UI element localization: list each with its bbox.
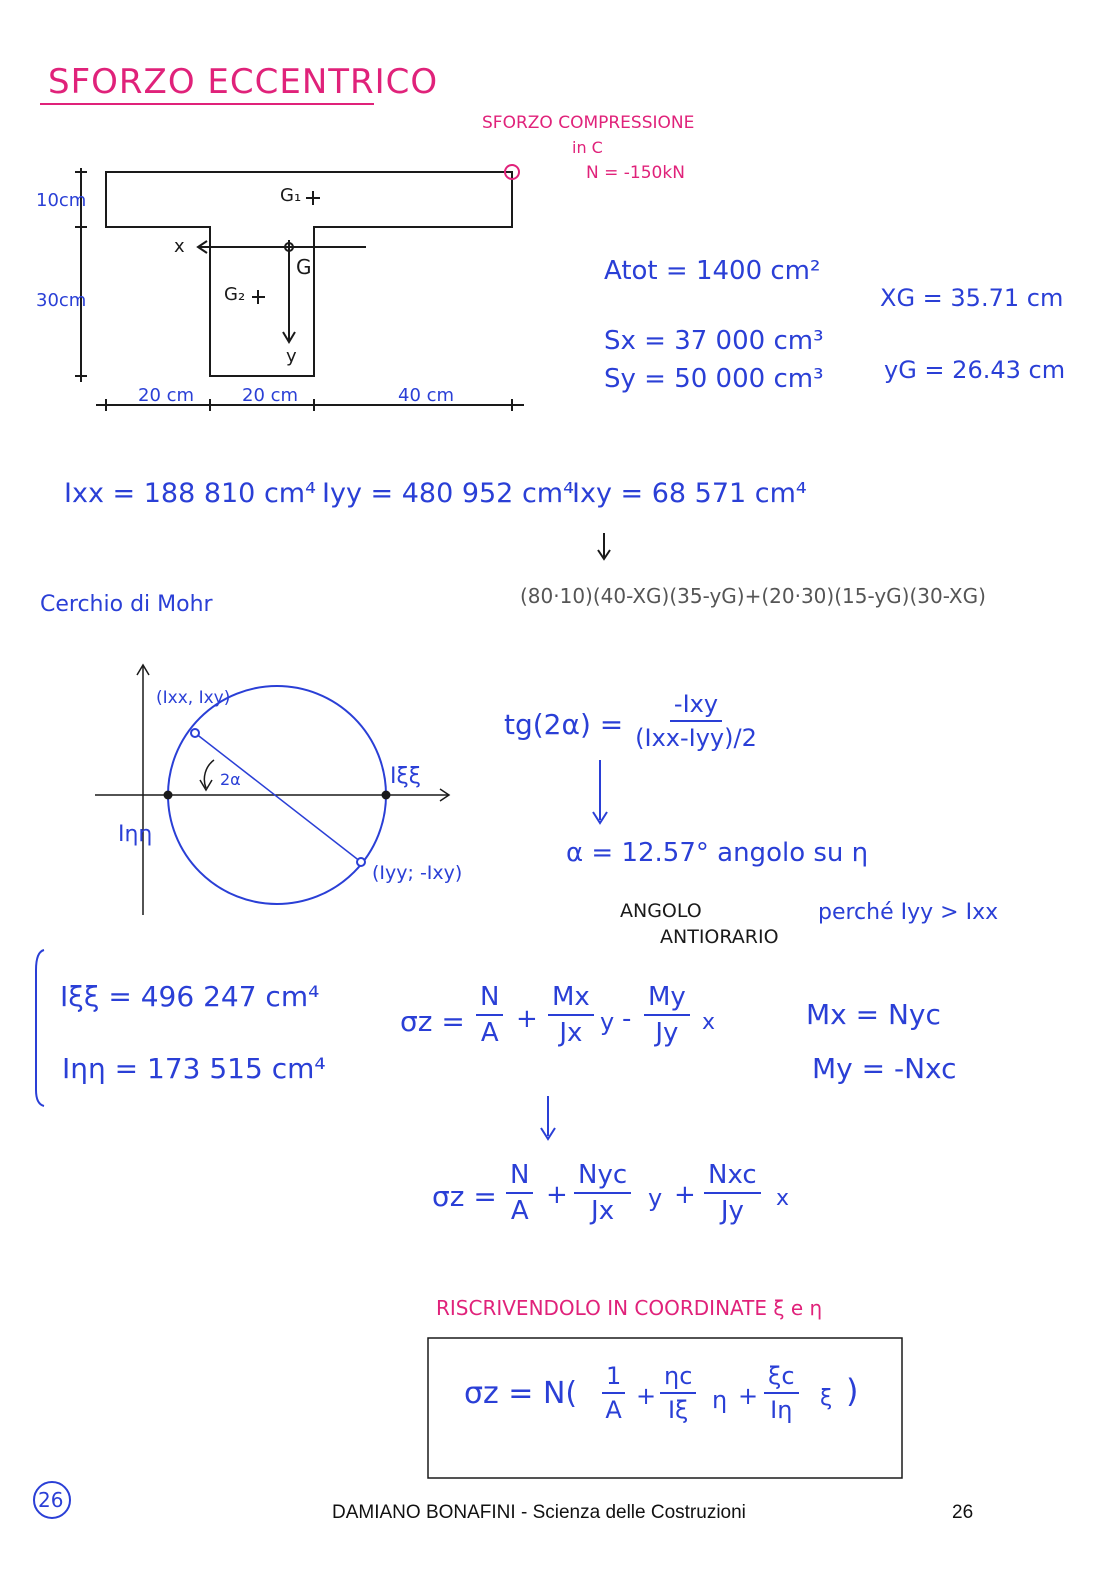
sigma1-lhs: σz = [400, 1005, 465, 1038]
load-note-line2: in C [572, 138, 603, 157]
sigma2-op2: + [674, 1180, 696, 1210]
rewrite-note: RISCRIVENDOLO IN COORDINATE ξ e η [436, 1296, 823, 1320]
dim-width-2: 20 cm [242, 385, 299, 406]
final-term2-den: Iξ [667, 1396, 689, 1424]
mohr-i-xi: Iξξ [390, 764, 422, 789]
inertia-ixx: Ixx = 188 810 cm⁴ [64, 478, 316, 509]
final-lhs: σz = N( [464, 1376, 578, 1411]
final-term1-den: A [605, 1396, 622, 1424]
sigma1-term1-num: N [476, 982, 503, 1016]
label-g2: G₂ [224, 284, 246, 305]
principal-i-xi: Iξξ = 496 247 cm⁴ [60, 980, 320, 1013]
footer-page-number: 26 [952, 1502, 974, 1523]
tan-denominator: (Ixx-Iyy)/2 [635, 724, 757, 752]
static-moment-x: Sx = 37 000 cm³ [604, 326, 824, 356]
ixy-formula: (80·10)(40-XG)(35-yG)+(20·30)(15-yG)(30-XG) [520, 584, 986, 608]
final-term3-den: Iη [770, 1396, 793, 1424]
sigma1-term3-num: My [644, 982, 690, 1016]
load-note-line1: SFORZO COMPRESSIONE [482, 113, 695, 133]
area-total: Atot = 1400 cm² [604, 256, 821, 286]
sigma2-term1-den: A [510, 1196, 529, 1226]
mohr-angle: 2α [220, 770, 241, 789]
sigma1-op1: + [516, 1004, 538, 1034]
sigma2-op1: + [546, 1180, 568, 1210]
alpha-value: α = 12.57° angolo su η [566, 838, 869, 868]
final-term3-num: ξc [764, 1362, 799, 1394]
sigma2-var3: x [776, 1186, 790, 1211]
mohr-label: Cerchio di Mohr [40, 592, 213, 617]
final-var3: ξ [820, 1386, 833, 1411]
sigma1-op2: - [622, 1004, 632, 1034]
centroid-y: yG = 26.43 cm [884, 356, 1066, 384]
dim-width-3: 40 cm [398, 385, 455, 406]
mohr-point-2: (Iyy; -Ixy) [372, 862, 463, 884]
sigma1-var2: y [600, 1008, 615, 1036]
dim-flange-height: 10cm [36, 190, 87, 211]
page-title: SFORZO ECCENTRICO [48, 62, 439, 102]
final-var2: η [712, 1386, 728, 1414]
sigma2-term3-num: Nxc [704, 1160, 761, 1194]
tan-numerator: -Ixy [670, 690, 722, 722]
static-moment-y: Sy = 50 000 cm³ [604, 364, 824, 394]
moment-mx: Mx = Nyc [806, 998, 941, 1031]
final-close: ) [846, 1372, 859, 1410]
inertia-iyy: Iyy = 480 952 cm⁴ [322, 478, 574, 509]
alpha-reason: perché Iyy > Ixx [818, 900, 999, 925]
alpha-note-1: ANGOLO [620, 900, 702, 922]
sigma2-term1-num: N [506, 1160, 533, 1194]
dim-width-1: 20 cm [138, 385, 195, 406]
sigma1-term1-den: A [480, 1018, 499, 1048]
label-g: G [296, 255, 312, 279]
sigma2-lhs: σz = [432, 1180, 497, 1213]
final-op2: + [738, 1382, 759, 1410]
centroid-x: XG = 35.71 cm [880, 284, 1064, 312]
final-term2-num: ηc [660, 1362, 696, 1394]
final-term1-num: 1 [602, 1362, 625, 1394]
sigma2-var2: y [648, 1184, 663, 1212]
sigma2-term2-den: Jx [591, 1196, 615, 1226]
principal-i-eta: Iηη = 173 515 cm⁴ [62, 1052, 326, 1085]
sigma2-term3-den: Jy [720, 1196, 744, 1226]
sigma1-term3-den: Jy [655, 1018, 679, 1048]
inertia-ixy: Ixy = 68 571 cm⁴ [572, 478, 807, 509]
footer-text: DAMIANO BONAFINI - Scienza delle Costruzioni [332, 1502, 746, 1523]
label-y-axis: y [286, 346, 297, 367]
load-note-line3: N = -150kN [586, 163, 685, 183]
dim-web-height: 30cm [36, 290, 87, 311]
sigma1-var3: x [702, 1010, 716, 1035]
sigma1-term2-den: Jx [559, 1018, 583, 1048]
moment-my: My = -Nxc [812, 1052, 957, 1085]
page-circle-number: 26 [38, 1488, 64, 1512]
alpha-note-2: ANTIORARIO [660, 926, 779, 948]
label-x-axis: x [174, 236, 185, 257]
sigma1-term2-num: Mx [548, 982, 594, 1016]
sigma2-term2-num: Nyc [574, 1160, 631, 1194]
mohr-i-eta: Iηη [118, 822, 153, 847]
final-op1: + [636, 1382, 657, 1410]
label-g1: G₁ [280, 185, 302, 206]
mohr-point-1: (Ixx, Ixy) [156, 688, 231, 708]
tan-lhs: tg(2α) = [504, 708, 624, 741]
